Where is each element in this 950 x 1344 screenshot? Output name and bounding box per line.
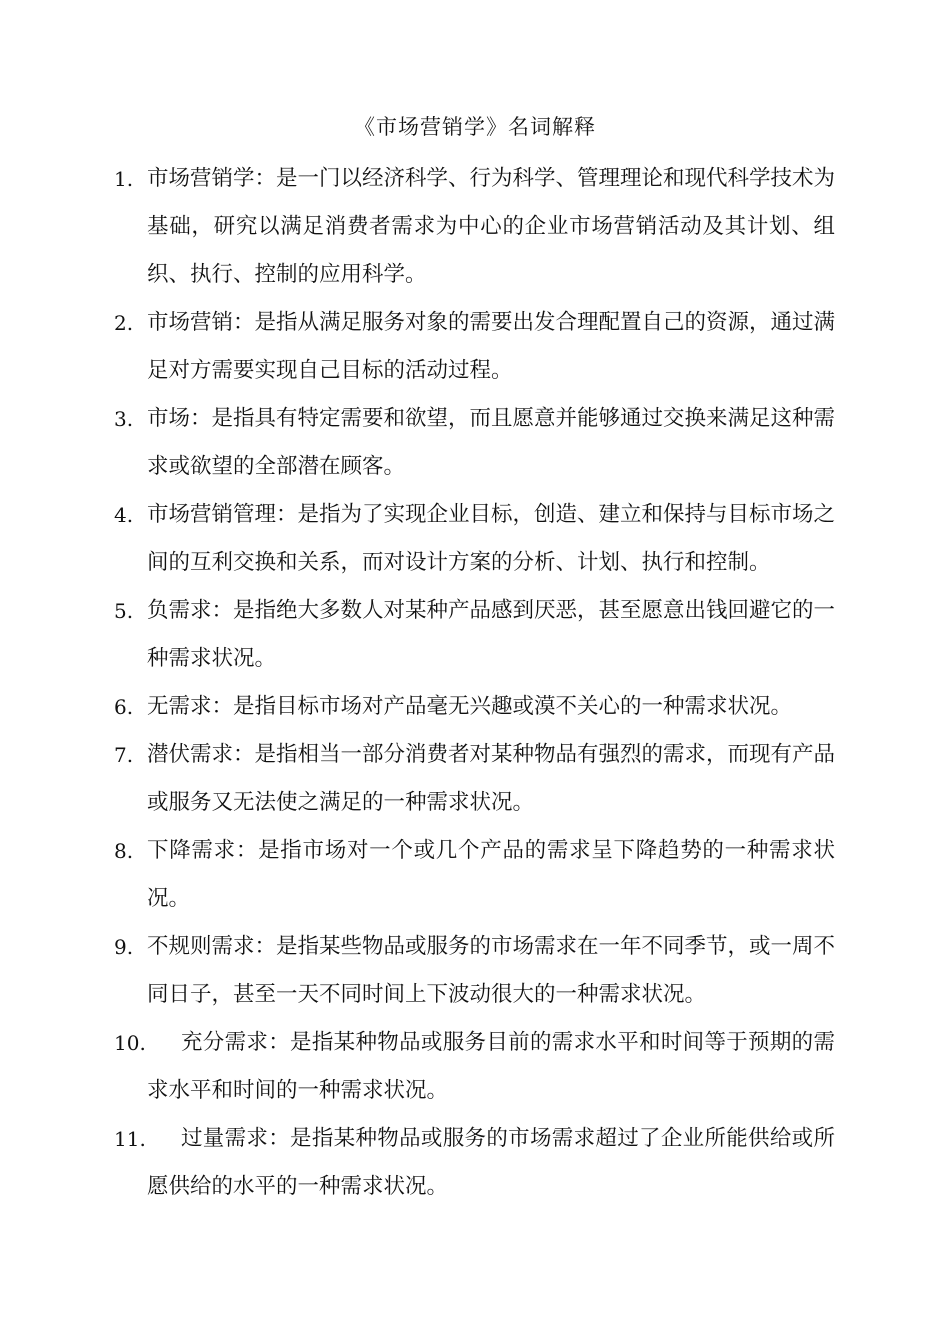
definition-item bbox=[0, 299, 950, 395]
item-number: 10. bbox=[114, 1031, 146, 1055]
definition-item bbox=[0, 395, 950, 491]
definition-item bbox=[0, 1115, 950, 1211]
definition-item bbox=[0, 923, 950, 1019]
item-text: 充分需求：是指某种物品或服务目前的需求水平和时间等于预期的需求水平和时间的一种需求状况。 bbox=[147, 1030, 835, 1103]
item-number: 2. bbox=[114, 311, 134, 335]
item-text: 市场营销管理：是指为了实现企业目标，创造、建立和保持与目标市场之间的互利交换和关系，而对设计方案的分析、计划、执行和控制。 bbox=[147, 502, 836, 575]
item-number: 3. bbox=[114, 407, 134, 431]
item-number: 7. bbox=[114, 743, 134, 767]
definition-item bbox=[0, 683, 950, 731]
definition-item bbox=[0, 827, 950, 923]
document-title: 《市场营销学》名词解释 bbox=[354, 115, 596, 139]
definition-item bbox=[0, 1019, 950, 1115]
item-text: 潜伏需求：是指相当一部分消费者对某种物品有强烈的需求，而现有产品或服务又无法使之满足的一种需求状况。 bbox=[147, 742, 836, 815]
item-number: 5. bbox=[114, 599, 134, 623]
definition-item bbox=[0, 587, 950, 683]
definition-item bbox=[0, 491, 950, 587]
item-text: 过量需求：是指某种物品或服务的市场需求超过了企业所能供给或所愿供给的水平的一种需求状况。 bbox=[147, 1126, 835, 1199]
item-text: 不规则需求：是指某些物品或服务的市场需求在一年不同季节，或一周不同日子，甚至一天不同时间上下波动很大的一种需求状况。 bbox=[147, 934, 836, 1007]
item-number: 8. bbox=[114, 839, 134, 863]
definition-item bbox=[0, 155, 950, 299]
item-text: 下降需求：是指市场对一个或几个产品的需求呈下降趋势的一种需求状况。 bbox=[147, 838, 835, 911]
item-number: 4. bbox=[114, 503, 134, 527]
item-number: 1. bbox=[114, 167, 134, 191]
item-number: 9. bbox=[114, 935, 134, 959]
item-number: 6. bbox=[114, 695, 134, 719]
definition-item bbox=[0, 731, 950, 827]
item-text: 市场：是指具有特定需要和欲望，而且愿意并能够通过交换来满足这种需求或欲望的全部潜在顾客。 bbox=[147, 406, 836, 479]
item-text: 市场营销学：是一门以经济科学、行为科学、管理理论和现代科学技术为基础，研究以满足消费者需求为中心的企业市场营销活动及其计划、组织、执行、控制的应用科学。 bbox=[147, 166, 836, 287]
item-text: 负需求：是指绝大多数人对某种产品感到厌恶，甚至愿意出钱回避它的一种需求状况。 bbox=[147, 598, 836, 671]
item-text: 无需求：是指目标市场对产品毫无兴趣或漠不关心的一种需求状况。 bbox=[147, 694, 793, 719]
definition-list bbox=[0, 155, 950, 1211]
item-text: 市场营销：是指从满足服务对象的需要出发合理配置自己的资源，通过满足对方需要实现自己目标的活动过程。 bbox=[147, 310, 836, 383]
item-number: 11. bbox=[114, 1127, 146, 1151]
